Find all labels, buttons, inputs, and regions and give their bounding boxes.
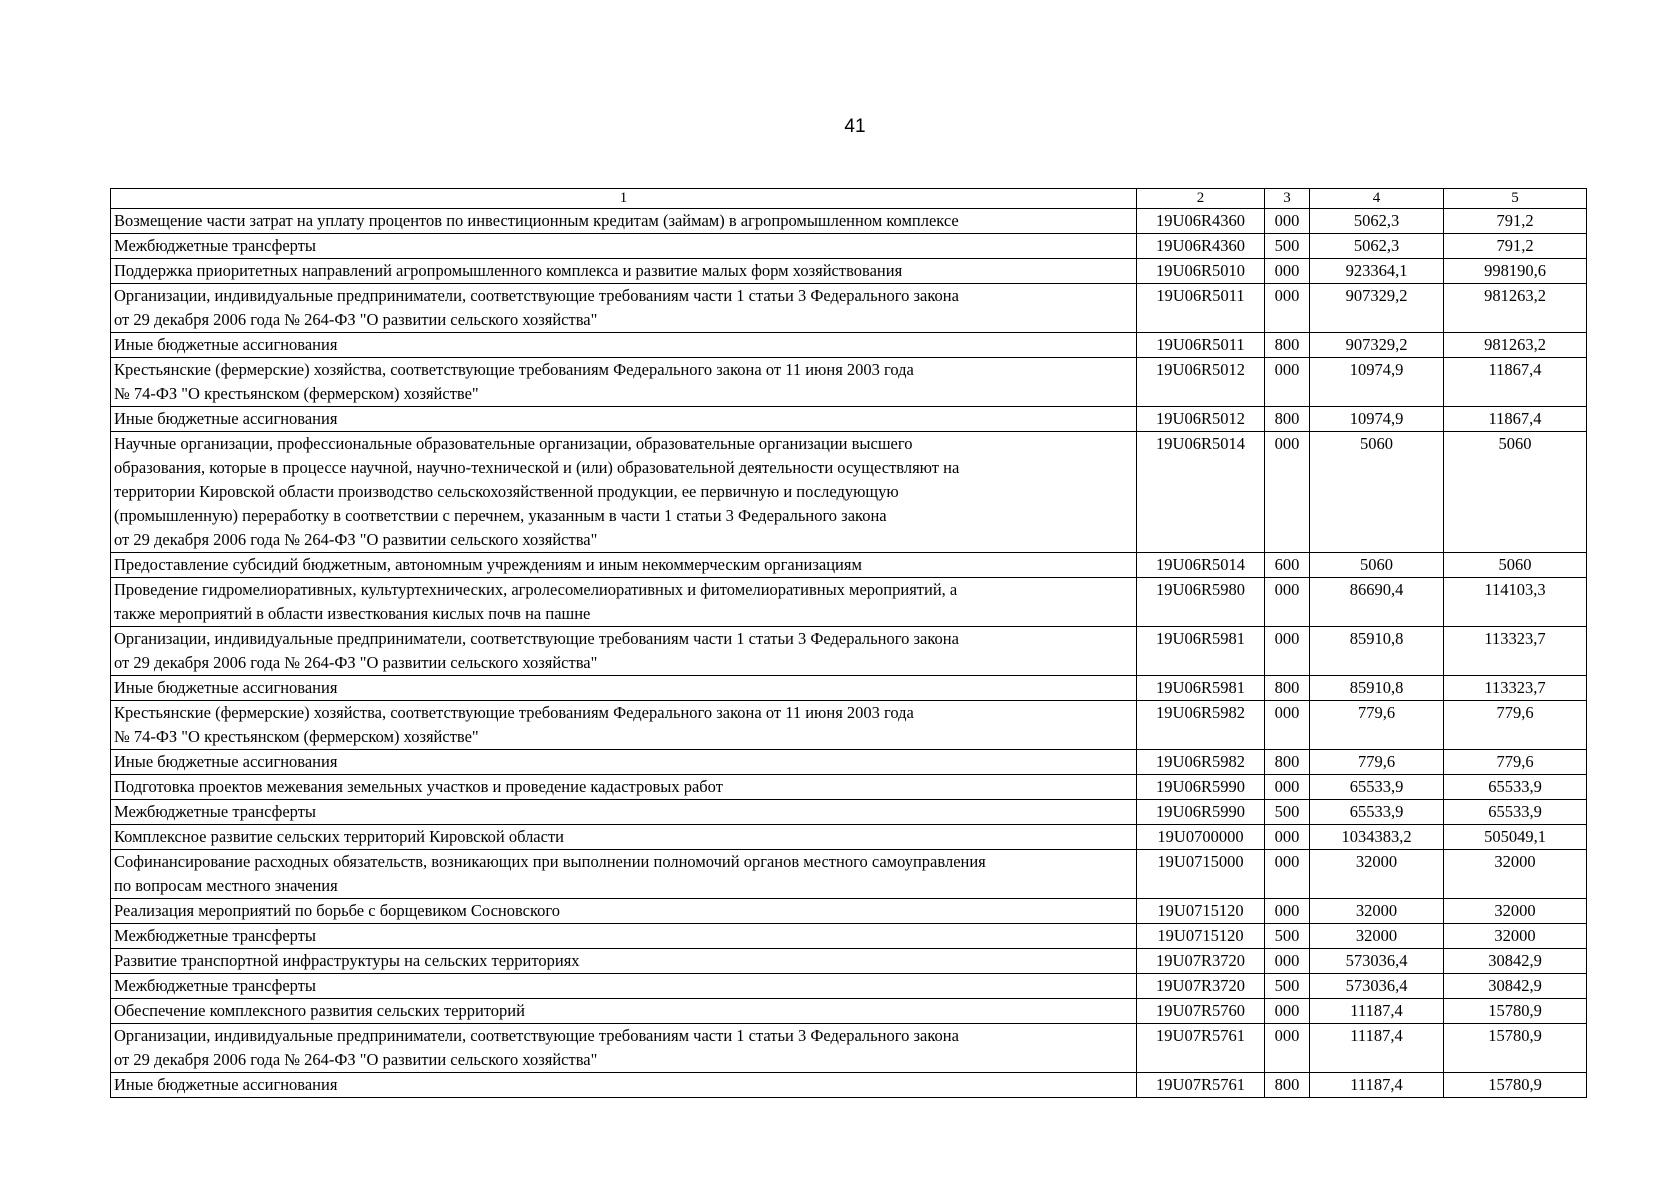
row-expense-type-cell: 000: [1265, 432, 1310, 553]
table-row: [111, 259, 1587, 284]
column-header-code: 2: [1137, 189, 1265, 209]
table-row: [111, 627, 1587, 676]
row-expense-type-cell: 800: [1265, 333, 1310, 358]
row-name-cell: Проведение гидромелиоративных, культуртехнических, агролесомелиоративных и фитомелиоративных мероприятий, а также мероприятий в области известкования кислых почв на пашне: [111, 578, 1137, 627]
row-code-cell: 19U0715120: [1137, 924, 1265, 949]
budget-table: [110, 188, 1587, 1098]
row-amount-1-cell: 5060: [1310, 553, 1444, 578]
row-amount-1-cell: 85910,8: [1310, 627, 1444, 676]
row-name-cell: Иные бюджетные ассигнования: [111, 750, 1137, 775]
row-expense-type-cell: 000: [1265, 775, 1310, 800]
table-row: [111, 825, 1587, 850]
row-code-cell: 19U07R5761: [1137, 1073, 1265, 1098]
table-row: [111, 999, 1587, 1024]
row-code-cell: 19U06R5010: [1137, 259, 1265, 284]
row-name-cell: Межбюджетные трансферты: [111, 924, 1137, 949]
column-header-expense-type: 3: [1265, 189, 1310, 209]
row-expense-type-cell: 000: [1265, 949, 1310, 974]
row-code-cell: 19U06R5990: [1137, 775, 1265, 800]
row-name-cell: Обеспечение комплексного развития сельских территорий: [111, 999, 1137, 1024]
row-name-cell: Крестьянские (фермерские) хозяйства, соответствующие требованиям Федерального закона от 11 июня 2003 года № 74-ФЗ "О крестьянском (фермерском) хозяйстве": [111, 701, 1137, 750]
row-expense-type-cell: 000: [1265, 627, 1310, 676]
row-amount-1-cell: 11187,4: [1310, 1073, 1444, 1098]
row-amount-2-cell: 5060: [1444, 553, 1587, 578]
row-name-cell: Развитие транспортной инфраструктуры на сельских территориях: [111, 949, 1137, 974]
row-amount-2-cell: 779,6: [1444, 750, 1587, 775]
row-expense-type-cell: 800: [1265, 1073, 1310, 1098]
row-amount-2-cell: 65533,9: [1444, 775, 1587, 800]
row-expense-type-cell: 000: [1265, 209, 1310, 234]
row-expense-type-cell: 000: [1265, 259, 1310, 284]
row-amount-2-cell: 505049,1: [1444, 825, 1587, 850]
row-amount-1-cell: 923364,1: [1310, 259, 1444, 284]
row-amount-1-cell: 11187,4: [1310, 1024, 1444, 1073]
row-name-cell: Межбюджетные трансферты: [111, 234, 1137, 259]
table-row: [111, 676, 1587, 701]
row-code-cell: 19U07R3720: [1137, 949, 1265, 974]
row-amount-2-cell: 32000: [1444, 899, 1587, 924]
table-row: [111, 358, 1587, 407]
row-name-cell: Крестьянские (фермерские) хозяйства, соответствующие требованиям Федерального закона от 11 июня 2003 года № 74-ФЗ "О крестьянском (фермерском) хозяйстве": [111, 358, 1137, 407]
row-code-cell: 19U0715120: [1137, 899, 1265, 924]
row-amount-2-cell: 113323,7: [1444, 676, 1587, 701]
column-header-amount-1: 4: [1310, 189, 1444, 209]
row-amount-2-cell: 15780,9: [1444, 1024, 1587, 1073]
row-code-cell: 19U06R4360: [1137, 234, 1265, 259]
row-amount-1-cell: 32000: [1310, 924, 1444, 949]
row-code-cell: 19U06R4360: [1137, 209, 1265, 234]
row-expense-type-cell: 000: [1265, 850, 1310, 899]
row-name-cell: Возмещение части затрат на уплату процентов по инвестиционным кредитам (займам) в агропромышленном комплексе: [111, 209, 1137, 234]
row-name-cell: Межбюджетные трансферты: [111, 800, 1137, 825]
row-name-cell: Поддержка приоритетных направлений агропромышленного комплекса и развитие малых форм хозяйствования: [111, 259, 1137, 284]
row-expense-type-cell: 600: [1265, 553, 1310, 578]
row-expense-type-cell: 000: [1265, 358, 1310, 407]
table-row: [111, 974, 1587, 999]
table-row: [111, 800, 1587, 825]
row-code-cell: 19U06R5982: [1137, 701, 1265, 750]
row-expense-type-cell: 500: [1265, 234, 1310, 259]
row-code-cell: 19U07R3720: [1137, 974, 1265, 999]
row-expense-type-cell: 000: [1265, 999, 1310, 1024]
row-amount-2-cell: 114103,3: [1444, 578, 1587, 627]
column-header-amount-2: 5: [1444, 189, 1587, 209]
row-name-cell: Предоставление субсидий бюджетным, автономным учреждениям и иным некоммерческим организациям: [111, 553, 1137, 578]
row-amount-1-cell: 85910,8: [1310, 676, 1444, 701]
row-amount-2-cell: 30842,9: [1444, 949, 1587, 974]
row-name-cell: Иные бюджетные ассигнования: [111, 676, 1137, 701]
row-amount-1-cell: 573036,4: [1310, 949, 1444, 974]
row-amount-2-cell: 32000: [1444, 850, 1587, 899]
row-expense-type-cell: 500: [1265, 924, 1310, 949]
row-expense-type-cell: 800: [1265, 407, 1310, 432]
table-row: [111, 209, 1587, 234]
table-row: [111, 553, 1587, 578]
row-name-cell: Организации, индивидуальные предприниматели, соответствующие требованиям части 1 статьи 3 Федерального закона от 29 декабря 2006 года № 264-ФЗ "О развитии сельского хозяйства": [111, 1024, 1137, 1073]
row-amount-2-cell: 981263,2: [1444, 333, 1587, 358]
row-amount-2-cell: 791,2: [1444, 209, 1587, 234]
row-expense-type-cell: 000: [1265, 825, 1310, 850]
row-name-cell: Иные бюджетные ассигнования: [111, 333, 1137, 358]
row-code-cell: 19U06R5990: [1137, 800, 1265, 825]
table-body: [111, 209, 1587, 1098]
row-code-cell: 19U06R5981: [1137, 676, 1265, 701]
row-amount-2-cell: 5060: [1444, 432, 1587, 553]
row-amount-1-cell: 10974,9: [1310, 358, 1444, 407]
row-code-cell: 19U06R5981: [1137, 627, 1265, 676]
table-row: [111, 578, 1587, 627]
row-expense-type-cell: 800: [1265, 750, 1310, 775]
row-code-cell: 19U06R5012: [1137, 358, 1265, 407]
row-amount-1-cell: 573036,4: [1310, 974, 1444, 999]
table-row: [111, 407, 1587, 432]
row-amount-1-cell: 907329,2: [1310, 333, 1444, 358]
row-amount-1-cell: 5060: [1310, 432, 1444, 553]
row-amount-2-cell: 998190,6: [1444, 259, 1587, 284]
row-expense-type-cell: 500: [1265, 800, 1310, 825]
row-amount-2-cell: 981263,2: [1444, 284, 1587, 333]
table-row: [111, 750, 1587, 775]
row-amount-1-cell: 11187,4: [1310, 999, 1444, 1024]
row-amount-1-cell: 5062,3: [1310, 209, 1444, 234]
row-amount-2-cell: 32000: [1444, 924, 1587, 949]
row-amount-2-cell: 15780,9: [1444, 1073, 1587, 1098]
row-code-cell: 19U07R5761: [1137, 1024, 1265, 1073]
row-code-cell: 19U06R5012: [1137, 407, 1265, 432]
row-code-cell: 19U06R5011: [1137, 284, 1265, 333]
row-name-cell: Реализация мероприятий по борьбе с борщевиком Сосновского: [111, 899, 1137, 924]
row-expense-type-cell: 000: [1265, 578, 1310, 627]
row-code-cell: 19U06R5014: [1137, 553, 1265, 578]
row-amount-1-cell: 32000: [1310, 899, 1444, 924]
row-name-cell: Иные бюджетные ассигнования: [111, 407, 1137, 432]
row-amount-1-cell: 32000: [1310, 850, 1444, 899]
row-amount-2-cell: 30842,9: [1444, 974, 1587, 999]
row-code-cell: 19U0715000: [1137, 850, 1265, 899]
row-expense-type-cell: 000: [1265, 899, 1310, 924]
row-amount-1-cell: 65533,9: [1310, 775, 1444, 800]
row-code-cell: 19U07R5760: [1137, 999, 1265, 1024]
row-code-cell: 19U0700000: [1137, 825, 1265, 850]
row-amount-1-cell: 86690,4: [1310, 578, 1444, 627]
row-amount-1-cell: 907329,2: [1310, 284, 1444, 333]
row-amount-1-cell: 10974,9: [1310, 407, 1444, 432]
table-row: [111, 924, 1587, 949]
row-name-cell: Подготовка проектов межевания земельных участков и проведение кадастровых работ: [111, 775, 1137, 800]
column-header-name: 1: [111, 189, 1137, 209]
row-name-cell: Организации, индивидуальные предприниматели, соответствующие требованиям части 1 статьи 3 Федерального закона от 29 декабря 2006 года № 264-ФЗ "О развитии сельского хозяйства": [111, 627, 1137, 676]
table-row: [111, 775, 1587, 800]
table-row: [111, 432, 1587, 553]
table-row: [111, 1073, 1587, 1098]
row-code-cell: 19U06R5980: [1137, 578, 1265, 627]
row-expense-type-cell: 800: [1265, 676, 1310, 701]
row-amount-2-cell: 65533,9: [1444, 800, 1587, 825]
row-name-cell: Иные бюджетные ассигнования: [111, 1073, 1137, 1098]
table-row: [111, 1024, 1587, 1073]
row-name-cell: Софинансирование расходных обязательств, возникающих при выполнении полномочий органов местного самоуправления по вопросам местного значения: [111, 850, 1137, 899]
row-expense-type-cell: 000: [1265, 284, 1310, 333]
row-expense-type-cell: 000: [1265, 701, 1310, 750]
row-amount-2-cell: 11867,4: [1444, 358, 1587, 407]
row-amount-1-cell: 65533,9: [1310, 800, 1444, 825]
table-row: [111, 284, 1587, 333]
table-row: [111, 333, 1587, 358]
table-header-row: [111, 189, 1587, 209]
table-row: [111, 850, 1587, 899]
row-amount-1-cell: 5062,3: [1310, 234, 1444, 259]
row-expense-type-cell: 000: [1265, 1024, 1310, 1073]
row-amount-2-cell: 15780,9: [1444, 999, 1587, 1024]
row-amount-1-cell: 779,6: [1310, 750, 1444, 775]
row-amount-1-cell: 1034383,2: [1310, 825, 1444, 850]
row-amount-2-cell: 11867,4: [1444, 407, 1587, 432]
table-row: [111, 234, 1587, 259]
row-name-cell: Научные организации, профессиональные образовательные организации, образовательные организации высшего образования, которые в процессе научной, научно-технической и (или) образовательной деятельности осуществляют на территории Кировской области производство сельскохозяйственной продукции, ее первичную и последующую (промышленную) переработку в соответствии с перечнем, указанным в части 1 статьи 3 Федерального закона от 29 декабря 2006 года № 264-ФЗ "О развитии сельского хозяйства": [111, 432, 1137, 553]
row-name-cell: Межбюджетные трансферты: [111, 974, 1137, 999]
table-row: [111, 949, 1587, 974]
row-code-cell: 19U06R5014: [1137, 432, 1265, 553]
row-name-cell: Комплексное развитие сельских территорий Кировской области: [111, 825, 1137, 850]
row-amount-2-cell: 779,6: [1444, 701, 1587, 750]
row-amount-2-cell: 113323,7: [1444, 627, 1587, 676]
table-row: [111, 701, 1587, 750]
row-amount-2-cell: 791,2: [1444, 234, 1587, 259]
table-row: [111, 899, 1587, 924]
row-name-cell: Организации, индивидуальные предприниматели, соответствующие требованиям части 1 статьи 3 Федерального закона от 29 декабря 2006 года № 264-ФЗ "О развитии сельского хозяйства": [111, 284, 1137, 333]
row-code-cell: 19U06R5982: [1137, 750, 1265, 775]
page-number: 41: [844, 116, 866, 137]
row-code-cell: 19U06R5011: [1137, 333, 1265, 358]
row-amount-1-cell: 779,6: [1310, 701, 1444, 750]
row-expense-type-cell: 500: [1265, 974, 1310, 999]
